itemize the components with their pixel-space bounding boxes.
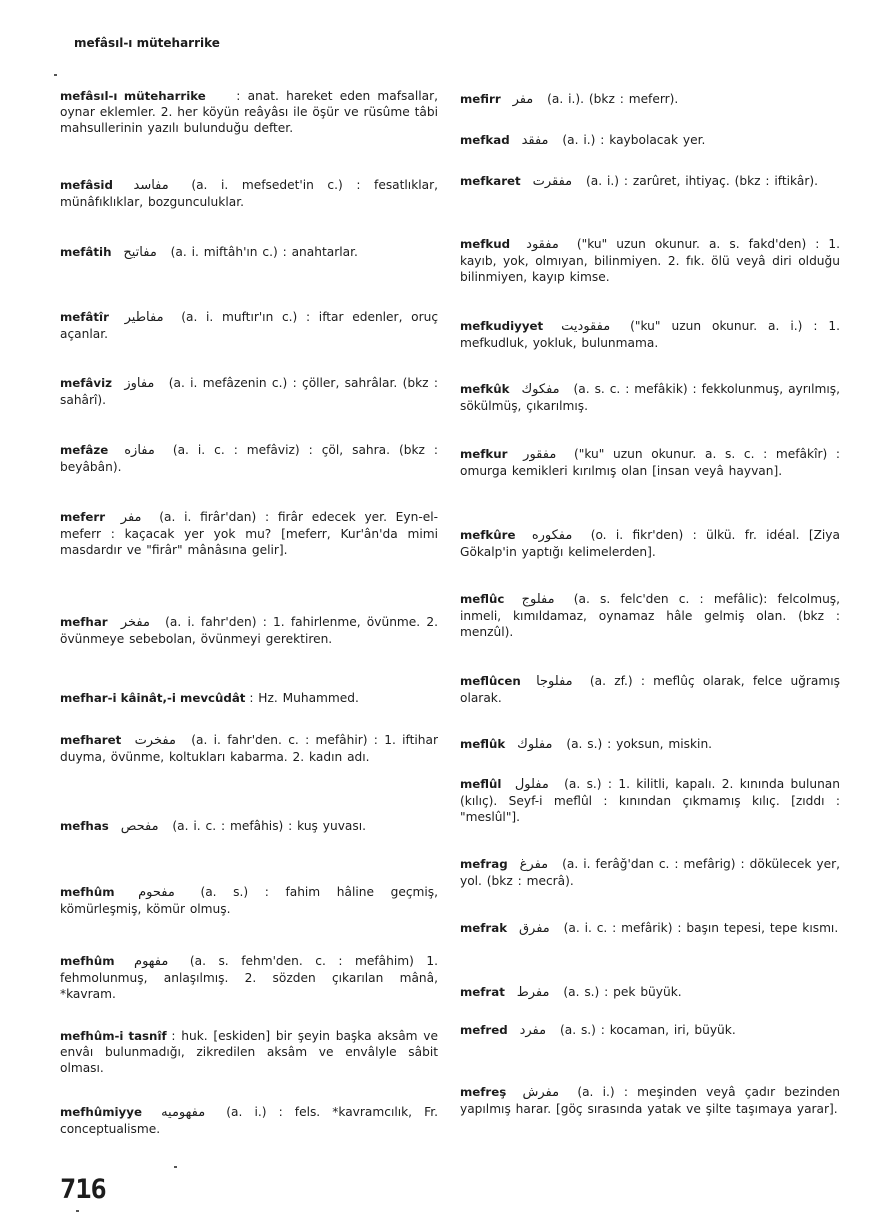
entry-definition: (a. i. ferâğ'dan c. : mefârig) : dökülecek yer, yol. (bkz : mecrâ). [460, 857, 841, 888]
dictionary-entry [60, 614, 438, 647]
dictionary-entry [460, 673, 840, 706]
entry-headword: mefkûk [460, 382, 510, 396]
entry-definition: (a. i. fahr'den. c. : mefâhir) : 1. iftihar duyma, övünme, koltukları kabarma. 2. kadın adı. [60, 733, 438, 764]
entry-definition: (a. i. c. : mefâhis) : kuş yuvası. [172, 819, 367, 833]
dictionary-entry [60, 177, 438, 210]
entry-headword: mefkaret [460, 174, 521, 188]
entry-arabic: مفقوديت [561, 319, 611, 334]
entry-arabic: مفرط [516, 985, 550, 1000]
entry-arabic: مفقد [521, 133, 549, 148]
entry-headword: mefreş [460, 1085, 507, 1099]
dictionary-entry [460, 591, 840, 640]
entry-arabic: مفاسد [133, 178, 169, 193]
dictionary-entry [60, 244, 438, 261]
entry-definition: (a. i.) : zarûret, ihtiyaç. (bkz : iftikâr). [585, 174, 818, 188]
entry-headword: mefkad [460, 133, 510, 147]
entry-arabic: مفقرت [532, 174, 573, 189]
dictionary-entry [460, 236, 840, 285]
entry-definition: ("ku" uzun okunur. a. i.) : 1. mefkudluk, yokluk, bulunmama. [460, 319, 841, 350]
entry-headword: meferr [60, 510, 106, 524]
entry-definition: (a. i. c. : mefârik) : başın tepesi, tepe kısmı. [563, 921, 839, 935]
print-speck [174, 1166, 177, 1168]
entry-headword: mefkud [460, 237, 511, 251]
dictionary-entry [460, 776, 840, 825]
entry-definition: (a. i. muftır'ın c.) : iftar edenler, oruç açanlar. [60, 310, 439, 341]
entry-headword: mefred [460, 1023, 508, 1037]
entry-definition: (a. zf.) : meflûç olarak, felce uğramış olarak. [460, 674, 840, 705]
dictionary-entry [460, 173, 840, 190]
entry-definition: (a. s.) : kocaman, iri, büyük. [559, 1023, 736, 1037]
dictionary-entry [60, 309, 438, 342]
dictionary-entry [60, 690, 438, 706]
entry-arabic: مفلوك [517, 737, 553, 752]
entry-definition: : anat. hareket eden mafsallar, oynar eklemler. 2. her köyün reâyâsı ile öşür ve rüsûme tâbi mahsullerinin yazılı bulunduğu defter. [60, 89, 438, 135]
entry-arabic: مفكوره [531, 528, 573, 543]
dictionary-entry [460, 736, 840, 753]
entry-arabic: مفرغ [519, 857, 549, 872]
dictionary-entry [60, 442, 438, 475]
entry-definition: (a. i.) : kaybolacak yer. [562, 133, 706, 147]
dictionary-entry [60, 818, 438, 835]
entry-headword: meflûcen [460, 674, 521, 688]
dictionary-entry [460, 920, 840, 937]
entry-definition: (a. i. firâr'dan) : firâr edecek yer. Eyn-el-meferr : kaçacak yer yok mu? [meferr, Kur'ân'da mimi masdardır ve "firâr" mânâsına gelir]. [60, 510, 438, 557]
dictionary-entry [60, 884, 438, 917]
entry-headword: mefhûm [60, 885, 115, 899]
entry-headword: mefkûre [460, 528, 516, 542]
entry-headword: mefhûmiyye [60, 1105, 142, 1119]
running-head: mefâsıl-ı müteharrike [74, 36, 220, 50]
dictionary-entry [460, 132, 840, 149]
entry-headword: mefhar [60, 615, 108, 629]
entry-definition: : huk. [eskiden] bir şeyin başka aksâm ve envâı bulunmadığı, zikredilen aksâm ve envâlyle sâbit olması. [60, 1029, 439, 1075]
entry-arabic: مفحوم [138, 885, 175, 900]
entry-arabic: مفهوميه [161, 1105, 206, 1120]
dictionary-entry [460, 381, 840, 414]
entry-arabic: مفقور [523, 447, 557, 462]
entry-arabic: مفرق [518, 921, 550, 936]
entry-headword: mefrat [460, 985, 505, 999]
entry-definition: (a. s.) : 1. kilitli, kapalı. 2. kınında bulunan (kılıç). Seyf-i meflûl : kınından çıkmamış kılıç. [zıddı : "meslûl"]. [460, 777, 840, 824]
dictionary-entry [460, 446, 840, 479]
entry-headword: meflûl [460, 777, 502, 791]
entry-arabic: مفرد [519, 1023, 547, 1038]
entry-definition: (a. i.) : fels. *kavramcılık, Fr. conceptualisme. [60, 1105, 439, 1136]
print-speck [76, 1210, 79, 1212]
dictionary-entry [60, 1104, 438, 1137]
dictionary-entry [60, 88, 438, 136]
entry-definition: (a. s.) : fahim hâline geçmiş, kömürleşmiş, kömür olmuş. [60, 885, 438, 916]
entry-headword: mefhar-i kâinât,-i mevcûdât [60, 691, 246, 705]
entry-headword: mefharet [60, 733, 122, 747]
entry-headword: mefhûm [60, 954, 115, 968]
entry-headword: mefhas [60, 819, 109, 833]
entry-headword: mefâviz [60, 376, 112, 390]
dictionary-entry [460, 1022, 840, 1039]
entry-arabic: مفلوجا [536, 674, 573, 689]
entry-definition: ("ku" uzun okunur. a. s. fakd'den) : 1. kayıb, yok, olmıyan, bilinmiyen. 2. fık. ölü veyâ diri olduğu bilinmiyen, kayıp kimse. [460, 237, 841, 284]
entry-arabic: مفرش [522, 1085, 560, 1100]
entry-headword: mefâze [60, 443, 109, 457]
entry-arabic: مفلوج [521, 592, 555, 607]
entry-definition: (a. s.) : pek büyük. [563, 985, 682, 999]
entry-headword: mefirr [460, 92, 501, 106]
dictionary-entry [60, 953, 438, 1002]
entry-definition: (o. i. fikr'den) : ülkü. fr. idéal. [Ziya Gökalp'in yaptığı kelimelerden]. [460, 528, 840, 559]
entry-definition: (a. i.) : meşinden veyâ çadır bezinden yapılmış harar. [göç sırasında yatak ve şilte taşımaya yarar]. [460, 1085, 840, 1116]
entry-definition: (a. i. fahr'den) : 1. fahirlenme, övünme. 2. övünmeye sebebolan, övünmeyi gerektiren. [60, 615, 439, 646]
entry-definition: (a. s. c. : mefâkik) : fekkolunmuş, ayrılmış, sökülmüş, çıkarılmış. [460, 382, 841, 413]
dictionary-entry [460, 91, 840, 108]
entry-headword: mefâsid [60, 178, 113, 192]
entry-headword: meflûk [460, 737, 506, 751]
dictionary-entry [60, 1028, 438, 1076]
entry-arabic: مفخر [120, 615, 150, 630]
entry-headword: mefkur [460, 447, 508, 461]
entry-definition: (a. i.). (bkz : meferr). [547, 92, 679, 106]
dictionary-entry [60, 732, 438, 765]
entry-arabic: مفازه [124, 443, 155, 458]
entry-arabic: مفاوز [124, 376, 155, 391]
entry-arabic: مفاطير [124, 310, 164, 325]
entry-definition: (a. s.) : yoksun, miskin. [566, 737, 713, 751]
entry-arabic: مفلول [514, 777, 549, 792]
entry-headword: mefâsıl-ı müteharrike [60, 89, 206, 103]
entry-headword: mefrag [460, 857, 508, 871]
page-number: 716 [60, 1174, 106, 1205]
dictionary-entry [460, 1084, 840, 1117]
entry-definition: (a. s. fehm'den. c. : mefâhim) 1. fehmolunmuş, anlaşılmış. 2. sözden çıkarılan mânâ, *kavram. [60, 954, 438, 1001]
entry-arabic: مفقود [526, 237, 559, 252]
entry-definition: (a. i. c. : mefâviz) : çöl, sahra. (bkz : beyâbân). [60, 443, 439, 474]
entry-definition: (a. i. miftâh'ın c.) : anahtarlar. [170, 245, 358, 259]
entry-definition: ("ku" uzun okunur. a. s. c. : mefâkîr) : omurga kemikleri kırılmış olan [insan veyâ hayvan]. [460, 447, 840, 478]
print-speck [54, 74, 57, 76]
dictionary-entry [460, 856, 840, 889]
entry-definition: (a. i. mefâzenin c.) : çöller, sahrâlar. (bkz : sahârî). [60, 376, 438, 407]
entry-headword: meflûc [460, 592, 505, 606]
entry-definition: (a. i. mefsedet'in c.) : fesatlıklar, münâfıklıklar, bozgunculuklar. [60, 178, 438, 209]
entry-arabic: مفر [512, 92, 534, 107]
dictionary-entry [60, 509, 438, 558]
dictionary-entry [60, 375, 438, 408]
dictionary-entry [460, 527, 840, 560]
entry-headword: mefâtih [60, 245, 112, 259]
dictionary-entry [460, 318, 840, 351]
entry-definition: (a. s. felc'den c. : mefâlic): felcolmuş, inmeli, kımıldamaz, oynamaz hâle gelmiş olan. (bkz : menzûl). [460, 592, 841, 639]
entry-arabic: مفخرت [134, 733, 176, 748]
entry-headword: mefrak [460, 921, 508, 935]
dictionary-entry [460, 984, 840, 1001]
entry-definition: : Hz. Muhammed. [249, 691, 359, 705]
entry-arabic: مفكوك [521, 382, 560, 397]
entry-arabic: مفهوم [134, 954, 169, 969]
entry-headword: mefkudiyyet [460, 319, 544, 333]
entry-arabic: مفاتيح [123, 245, 157, 260]
entry-headword: mefâtîr [60, 310, 109, 324]
entry-headword: mefhûm-i tasnîf [60, 1029, 167, 1043]
entry-arabic: مفحص [120, 819, 159, 834]
entry-arabic: مفر [120, 510, 142, 525]
